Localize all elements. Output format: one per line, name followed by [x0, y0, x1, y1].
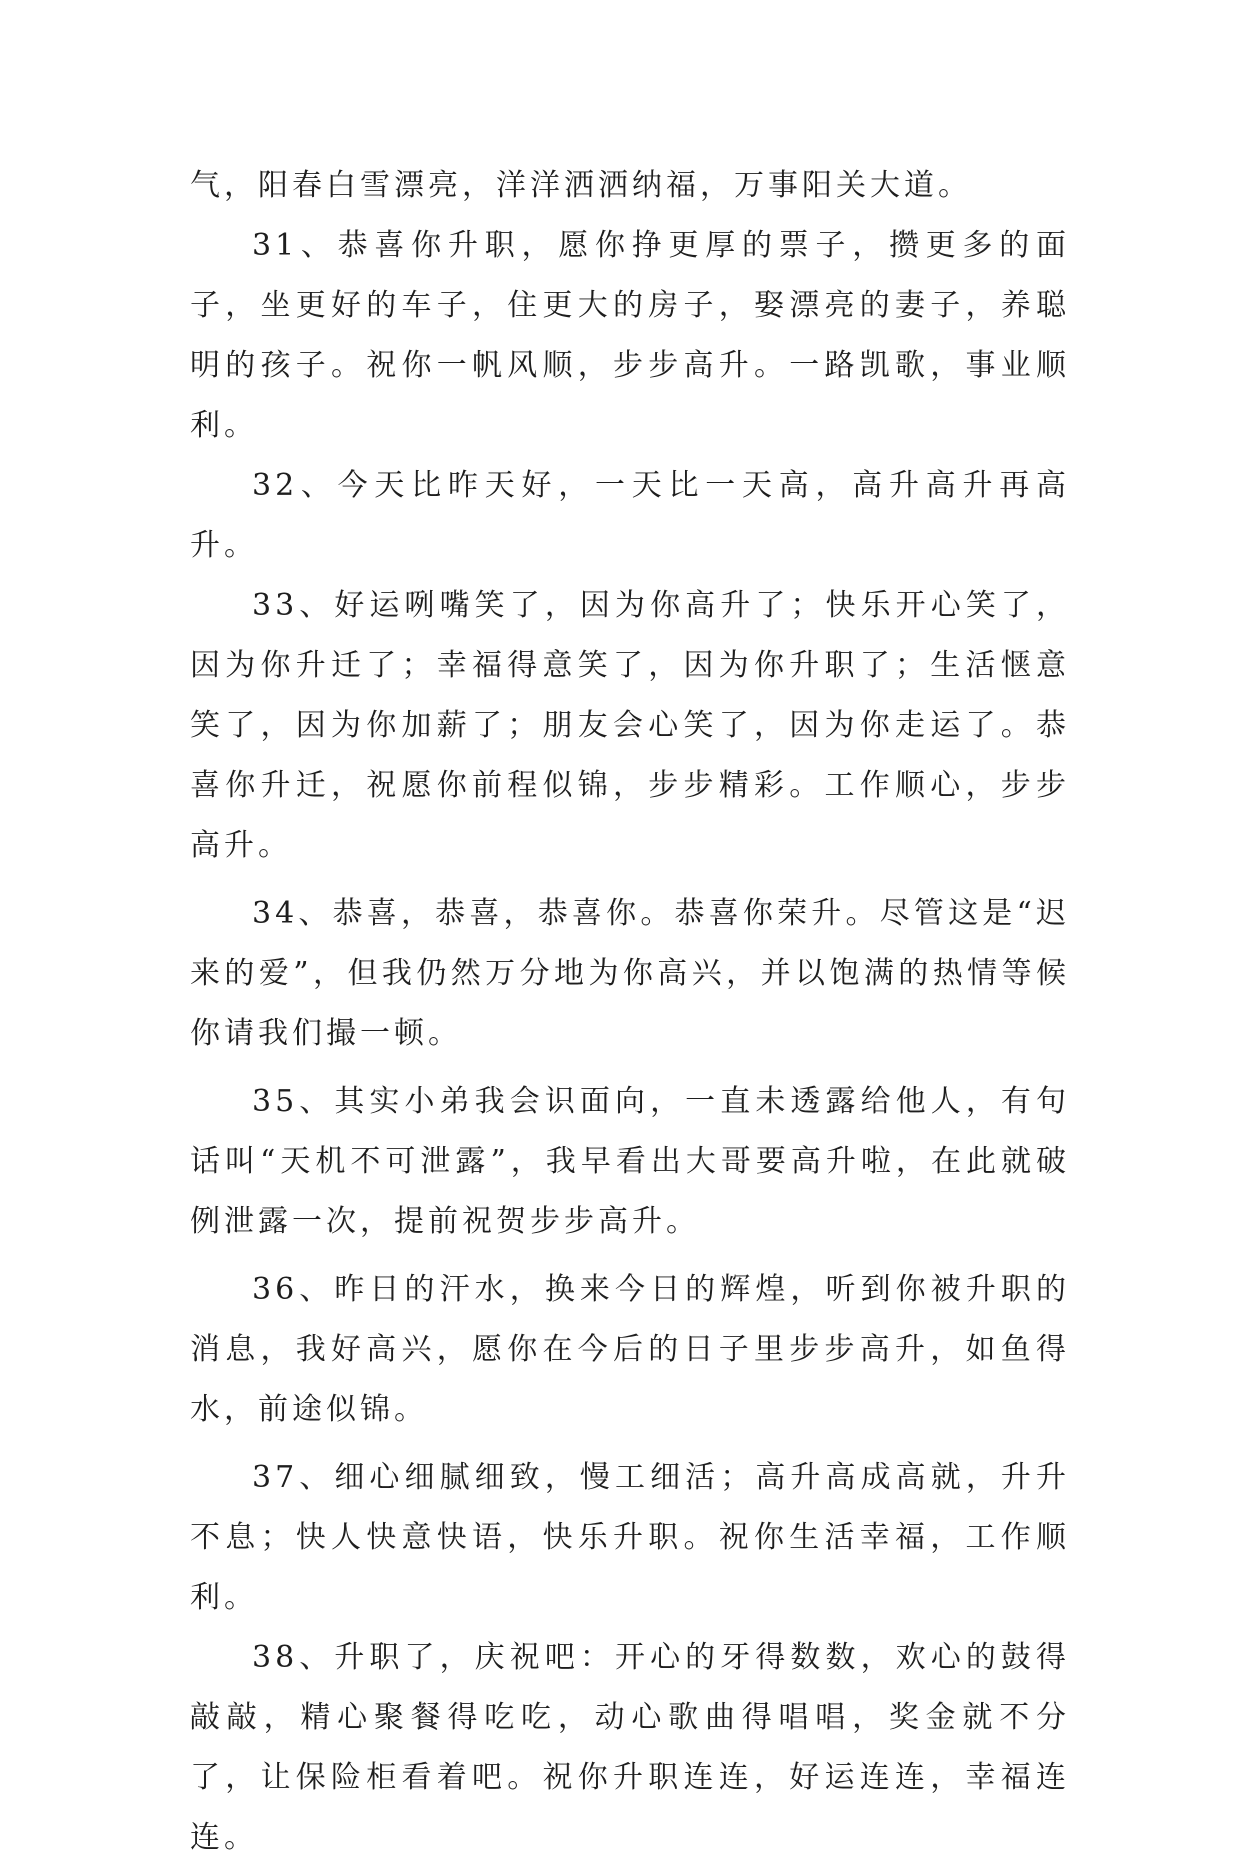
- paragraph-35: 35、其实小弟我会识面向，一直未透露给他人，有句话叫“天机不可泄露”，我早看出大哥要高升啦，在此就破例泄露一次，提前祝贺步步高升。: [190, 1084, 1070, 1239]
- paragraph-37: 37、细心细腻细致，慢工细活；高升高成高就，升升不息；快人快意快语，快乐升职。祝你生活幸福，工作顺利。: [190, 1460, 1070, 1615]
- paragraph-36: 36、昨日的汗水，换来今日的辉煌，听到你被升职的消息，我好高兴，愿你在今后的日子里步步高升，如鱼得水，前途似锦。: [190, 1272, 1070, 1427]
- paragraph-32: 32、今天比昨天好，一天比一天高，高升高升再高升。: [190, 468, 1070, 563]
- paragraph-continued: 气，阳春白雪漂亮，洋洋洒洒纳福，万事阳关大道。: [190, 168, 972, 203]
- paragraph-33: 33、好运咧嘴笑了，因为你高升了；快乐开心笑了，因为你升迁了；幸福得意笑了，因为你升职了；生活惬意笑了，因为你加薪了；朋友会心笑了，因为你走运了。恭喜你升迁，祝愿你前程似锦，步步精彩。工作顺心，步步高升。: [190, 588, 1070, 863]
- paragraph-38: 38、升职了，庆祝吧：开心的牙得数数，欢心的鼓得敲敲，精心聚餐得吃吃，动心歌曲得唱唱，奖金就不分了，让保险柜看着吧。祝你升职连连，好运连连，幸福连连。: [190, 1640, 1070, 1855]
- body-text: [190, 156, 1070, 1868]
- paragraph-34: 34、恭喜，恭喜，恭喜你。恭喜你荣升。尽管这是“迟来的爱”，但我仍然万分地为你高兴，并以饱满的热情等候你请我们撮一顿。: [190, 896, 1070, 1051]
- paragraph-31: 31、恭喜你升职，愿你挣更厚的票子，攒更多的面子，坐更好的车子，住更大的房子，娶漂亮的妻子，养聪明的孩子。祝你一帆风顺，步步高升。一路凯歌，事业顺利。: [190, 228, 1070, 443]
